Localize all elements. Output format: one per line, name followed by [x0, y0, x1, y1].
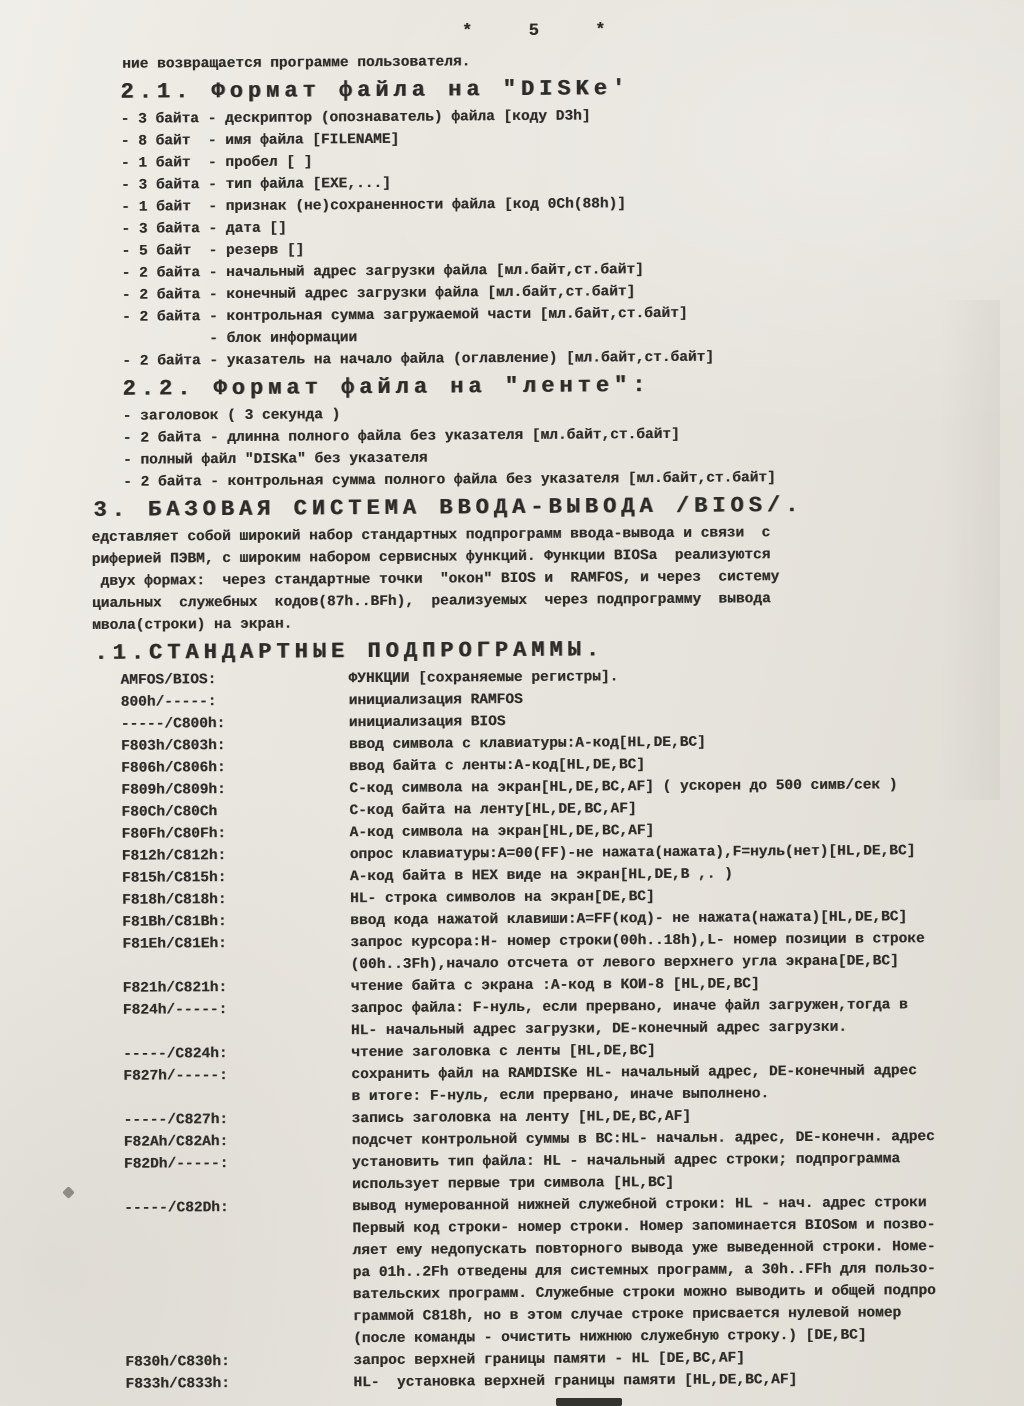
- subroutine-description: запрос файла: F-нуль, если прервано, иначе файл загружен,тогда в HL- начальный адрес загрузки, DE-конечный адрес загрузки.: [350, 997, 908, 1040]
- tape-format-line: - 2 байта - длинна полного файла без указателя [мл.байт,ст.байт]: [122, 426, 680, 447]
- subroutine-description: запрос курсора:H- номер строки(00h..18h),L- номер позиции в строке (00h..3Fh),начало отсчета от левого верхнего угла экрана[DE,BC]: [350, 931, 925, 974]
- section-heading-2-1: 2.1. Формат файла на "DISKe': [120, 76, 631, 105]
- subroutine-address: F821h/C821h:: [122, 980, 228, 997]
- disk-format-line: - 2 байта - начальный адрес загрузки файла [мл.байт,ст.байт]: [121, 262, 644, 282]
- subroutine-address: F81Bh/C81Bh:: [122, 914, 227, 931]
- subroutine-address: F833h/C833h:: [125, 1376, 230, 1393]
- disk-format-list: [121, 102, 1024, 372]
- disk-format-line: - 1 байт - пробел [ ]: [120, 154, 313, 172]
- tape-format-line: - 2 байта - контрольная сумма полного файла без указателя [мл.байт,ст.байт]: [123, 470, 776, 491]
- subroutine-address: F818h/C818h:: [122, 892, 227, 909]
- subroutine-address: -----/C824h:: [123, 1046, 228, 1063]
- disk-format-line: - 2 байта - указатель на начало файла (оглавление) [мл.байт,ст.байт]: [122, 349, 715, 370]
- subroutine-description: запись заголовка на ленту [HL,DE,BC,AF]: [351, 1108, 692, 1128]
- subroutine-description: сохранить файл на RAMDISKe HL- начальный адрес, DE-конечный адрес в итоге: F-нуль, если прервано, иначе выполнено.: [351, 1063, 917, 1106]
- subroutine-address: AMFOS/BIOS:: [120, 672, 217, 689]
- paragraph-line: циальных служебных кодов(87h..BFh), реализуемых через подпрограмму вывода: [91, 591, 771, 612]
- subroutine-description: ввод кода нажатой клавиши:A=FF(код)- не нажата(нажата)[HL,DE,BC]: [350, 909, 908, 930]
- subroutine-address: F803h/C803h:: [120, 738, 226, 755]
- page-ink-layer: [0, 18, 1024, 1396]
- disk-format-line: - 2 байта - контрольная сумма загружаемой части [мл.байт,ст.байт]: [121, 305, 688, 326]
- subroutine-address: F80Ch/C80Ch: [121, 804, 218, 821]
- section-heading-2-2: 2.2. Формат файла на "ленте":: [122, 373, 651, 402]
- paragraph-line: мвола(строки) на экран.: [92, 616, 293, 634]
- subroutine-description: опрос клавиатуры:A=00(FF)-не нажата(нажата),F=нуль(нет)[HL,DE,BC]: [349, 843, 916, 864]
- section-heading-3-1: .1.СТАНДАРТНЫЕ ПОДПРОГРАММЫ.: [94, 637, 605, 666]
- subroutine-row: [122, 927, 1024, 977]
- subroutine-description: C-код символа на экран[HL,DE,BC,AF] ( ускорен до 500 симв/сек ): [349, 777, 898, 798]
- disk-format-line: - 3 байта - тип файла [EXE,...]: [121, 175, 391, 194]
- subroutine-address: F824h/-----:: [122, 1002, 228, 1019]
- intro-line: ние возвращается программе пользователя.: [122, 54, 471, 73]
- subroutine-description: ФУНКЦИИ [сохраняемые регистры].: [348, 669, 619, 688]
- subroutine-description: запрос верхней границы памяти - HL [DE,BC,AF]: [353, 1350, 745, 1370]
- section-heading-3: 3. БАЗОВАЯ СИСТЕМА ВВОДА-ВЫВОДА /BIOS/.: [93, 492, 804, 523]
- paragraph-line: двух формах: через стандартные точки "окон" BIOS и RAMFOS, и через систему: [91, 569, 780, 590]
- disk-format-line: - 3 байта - дата []: [121, 220, 287, 238]
- subroutine-address: F830h/C830h:: [125, 1354, 230, 1371]
- paragraph-line: едставляет собой широкий набор стандартных подпрограмм ввода-вывода и связи с: [91, 525, 771, 546]
- disk-format-line: - блок информации: [122, 330, 358, 348]
- subroutine-address: -----/C82Dh:: [124, 1200, 229, 1217]
- subroutine-address: F81Eh/C81Eh:: [122, 936, 227, 953]
- scan-artifact-edge-smudge: [940, 300, 1000, 800]
- subroutine-address: F827h/-----:: [123, 1068, 228, 1085]
- scan-artifact-bottom-mark: [556, 1398, 622, 1406]
- tape-format-list: [123, 399, 1024, 493]
- subroutine-row: [123, 993, 1024, 1043]
- subroutine-description: чтение заголовка с ленты [HL,DE,BC]: [351, 1043, 656, 1062]
- subroutine-description: установить тип файла: HL - начальный адрес строки; подпрограмма использует первые три символа [HL,BC]: [351, 1151, 901, 1194]
- page-number: * 5 *: [462, 21, 618, 42]
- subroutine-description: HL- установка верхней границы памяти [HL,DE,BC,AF]: [353, 1372, 798, 1392]
- subroutine-address: F806h/C806h:: [121, 760, 226, 777]
- subroutine-address: 800h/-----:: [120, 694, 217, 711]
- tape-format-line: - полный файл "DISKa" без указателя: [122, 450, 428, 469]
- subroutine-address: F80Fh/C80Fh:: [121, 826, 227, 843]
- subroutine-description: HL- строка символов на экран[DE,BC]: [350, 889, 655, 908]
- subroutine-row: [124, 1147, 1024, 1197]
- subroutine-description: инициализация BIOS: [348, 714, 506, 732]
- subroutine-description: чтение байта с экрана :A-код в КОИ-8 [HL,DE,BC]: [350, 976, 760, 996]
- disk-format-line: - 8 байт - имя файла [FILENAME]: [120, 131, 400, 150]
- subroutine-description: A-код байта в HEX виде на экран[HL,DE,B ,. ): [349, 866, 733, 886]
- subroutine-description: C-код байта на ленту[HL,DE,BC,AF]: [349, 801, 637, 820]
- subroutine-address: F809h/C809h:: [121, 782, 226, 799]
- subroutine-description: подсчет контрольной суммы в BC:HL- начальн. адрес, DE-конечн. адрес: [351, 1129, 935, 1150]
- subroutine-description: ввод байта с ленты:A-код[HL,DE,BC]: [349, 757, 646, 776]
- paragraph-line: риферией ПЭВМ, с широким набором сервисных функций. Функции BIOSа реализуются: [91, 547, 771, 568]
- disk-format-line: - 2 байта - конечный адрес загрузки файла [мл.байт,ст.байт]: [121, 284, 636, 304]
- subroutine-address: -----/C827h:: [123, 1112, 229, 1129]
- subroutine-address: -----/C800h:: [120, 716, 226, 733]
- subroutine-address: F82Dh/-----:: [123, 1156, 229, 1173]
- subroutine-description: A-код символа на экран[HL,DE,BC,AF]: [349, 823, 655, 842]
- subroutine-description: инициализация RAMFOS: [348, 691, 523, 710]
- subroutine-description: ввод символа с клавиатуры:A-код[HL,DE,BC]: [348, 734, 706, 754]
- disk-format-line: - 3 байта - дескриптор (опознаватель) файла [коду D3h]: [120, 108, 591, 128]
- disk-format-line: - 5 байт - резерв []: [121, 242, 305, 260]
- subroutine-address: F812h/C812h:: [121, 848, 227, 865]
- subroutine-address: F82Ah/C82Ah:: [123, 1134, 229, 1151]
- subroutine-description: вывод нумерованной нижней служебной строки: HL - нач. адрес строки Первый код строки- номер строки. Номер запоминается BIOSом и позво- ляет ему недопускать повторного вывода уже выведенной строки. Номе- ра 01h..2Fh отведены для системных программ, а 30h..FFh для пользо- вательских программ. Служебные строки можно выводить и общей подпро граммой C818h, но в этом случае строке присвается нулевой номер (после команды - очистить нижнюю служебную строку.) [DE,BC]: [352, 1195, 936, 1348]
- subroutine-table: [121, 663, 1024, 1395]
- subroutine-address: F815h/C815h:: [121, 870, 227, 887]
- disk-format-line: - 1 байт - признак (не)сохраненности файла [код 0Ch(88h)]: [121, 196, 627, 216]
- subroutine-row: [123, 1059, 1024, 1109]
- bios-description-paragraph: [92, 520, 1024, 637]
- tape-format-line: - заголовок ( 3 секунда ): [122, 407, 341, 425]
- subroutine-row: [124, 1191, 1024, 1351]
